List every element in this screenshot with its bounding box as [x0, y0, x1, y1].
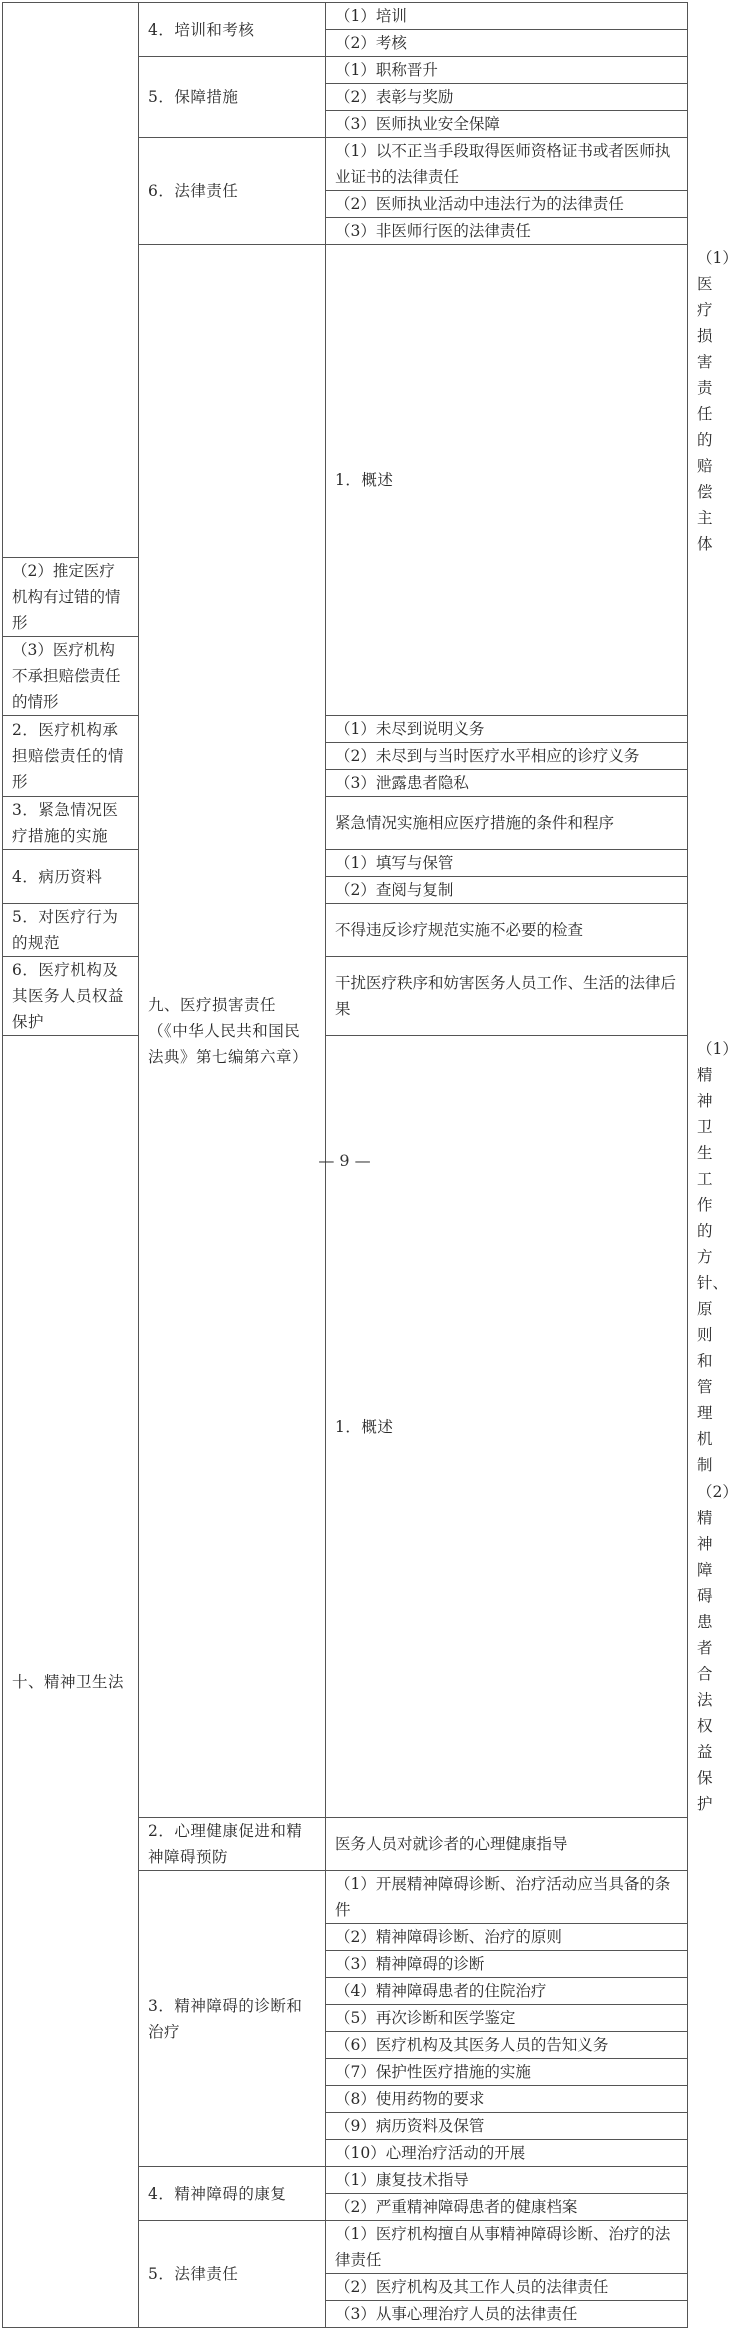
unit-cell [3, 797, 139, 850]
topic-cell: （1）医疗机构擅自从事精神障碍诊断、治疗的法律责任 [326, 2221, 688, 2274]
table-row: （2）精神障碍患者合法权益保护 [697, 1483, 738, 1813]
topic-cell: 不得违反诊疗规范实施不必要的检查 [326, 904, 688, 957]
section-cell [3, 1036, 139, 2328]
topic-cell: （2）推定医疗机构有过错的情形 [3, 558, 139, 637]
unit-title: 2．医疗机构承担赔偿责任的情形 [12, 721, 125, 791]
topic-cell: （2）严重精神障碍患者的健康档案 [326, 2194, 688, 2221]
topic-cell: （1）以不正当手段取得医师资格证书或者医师执业证书的法律责任 [326, 138, 688, 191]
topic-cell: 医务人员对就诊者的心理健康指导 [326, 1818, 688, 1871]
topic-cell: （3）非医师行医的法律责任 [326, 218, 688, 245]
unit-title: 4．病历资料 [12, 867, 103, 886]
topic-cell: （3）泄露患者隐私 [326, 770, 688, 797]
table-row: 九、医疗损害责任（《中华人民共和国民法典》第七编第六章） 1．概述 （1）医疗损害责任的赔偿主体 [3, 245, 688, 558]
topic-cell: （10）心理治疗活动的开展 [326, 2140, 688, 2167]
topic-cell: （2）查阅与复制 [326, 877, 688, 904]
topic-cell: （3）精神障碍的诊断 [326, 1951, 688, 1978]
unit-cell [3, 716, 139, 797]
topic-cell: （6）医疗机构及其医务人员的告知义务 [326, 2032, 688, 2059]
topic-cell: （2）未尽到与当时医疗水平相应的诊疗义务 [326, 743, 688, 770]
unit-title: 2．心理健康促进和精神障碍预防 [148, 1822, 303, 1866]
unit-title: 6．医疗机构及其医务人员权益保护 [12, 961, 125, 1031]
topic-cell: （1）填写与保管 [326, 850, 688, 877]
topic-cell: （1）康复技术指导 [326, 2167, 688, 2194]
unit-cell [139, 3, 326, 57]
table-row [3, 3, 688, 30]
topic-cell: （1）职称晋升 [326, 57, 688, 84]
unit-title: 5．对医疗行为的规范 [12, 908, 119, 952]
unit-title: 1．概述 [335, 471, 394, 489]
unit-title: 4．精神障碍的康复 [148, 2184, 287, 2203]
table-row: 十、精神卫生法 1．概述 （1）精神卫生工作的方针、原则和管理机制 [3, 1036, 688, 1479]
unit-cell [3, 904, 139, 957]
section-cell [3, 3, 139, 558]
section-title: 九、医疗损害责任（《中华人民共和国民法典》第七编第六章） [148, 996, 309, 1066]
topic-cell: （3）从事心理治疗人员的法律责任 [326, 2301, 688, 2328]
topic-cell: 干扰医疗秩序和妨害医务人员工作、生活的法律后果 [326, 957, 688, 1036]
unit-title: 3．紧急情况医疗措施的实施 [12, 801, 119, 845]
table-row [3, 716, 688, 743]
section-cell [139, 245, 326, 1818]
unit-cell [326, 245, 688, 716]
unit-cell [139, 57, 326, 138]
unit-cell [3, 957, 139, 1036]
topic-cell: （2）表彰与奖励 [326, 84, 688, 111]
topic-cell: （1）未尽到说明义务 [326, 716, 688, 743]
unit-cell [139, 1818, 326, 1871]
unit-cell [139, 138, 326, 245]
unit-title: 1．概述 [335, 1417, 394, 1436]
unit-cell [139, 1871, 326, 2167]
topic-cell: 紧急情况实施相应医疗措施的条件和程序 [326, 797, 688, 850]
topic-cell: （5）再次诊断和医学鉴定 [326, 2005, 688, 2032]
unit-title: 5．保障措施 [148, 88, 239, 106]
table-row [3, 850, 688, 877]
unit-cell [139, 2221, 326, 2328]
unit-title: 3．精神障碍的诊断和治疗 [148, 1996, 303, 2041]
section-title: 十、精神卫生法 [12, 1672, 125, 1691]
unit-title: 5．法律责任 [148, 2265, 239, 2283]
table-row [3, 904, 688, 957]
topic-cell: （8）使用药物的要求 [326, 2086, 688, 2113]
topic-cell: （3）医师执业安全保障 [326, 111, 688, 138]
unit-title: 4．培训和考核 [148, 20, 255, 39]
topic-cell: （4）精神障碍患者的住院治疗 [326, 1978, 688, 2005]
topic-cell: （1）培训 [326, 3, 688, 30]
table-row [3, 797, 688, 850]
topic-cell: （2）精神障碍诊断、治疗的原则 [326, 1924, 688, 1951]
topic-cell: （1）开展精神障碍诊断、治疗活动应当具备的条件 [326, 1871, 688, 1924]
topic-cell: （3）医疗机构不承担赔偿责任的情形 [3, 637, 139, 716]
unit-title: 6．法律责任 [148, 182, 239, 200]
unit-cell [139, 2167, 326, 2221]
topic-cell: （2）医疗机构及其工作人员的法律责任 [326, 2274, 688, 2301]
table-row [3, 957, 688, 1036]
topic-cell: （2）考核 [326, 30, 688, 57]
topic-cell: （9）病历资料及保管 [326, 2113, 688, 2140]
unit-cell [3, 850, 139, 904]
topic-cell: （2）医师执业活动中违法行为的法律责任 [326, 191, 688, 218]
topic-cell: （7）保护性医疗措施的实施 [326, 2059, 688, 2086]
page-number: — 9 — [318, 1151, 371, 1170]
